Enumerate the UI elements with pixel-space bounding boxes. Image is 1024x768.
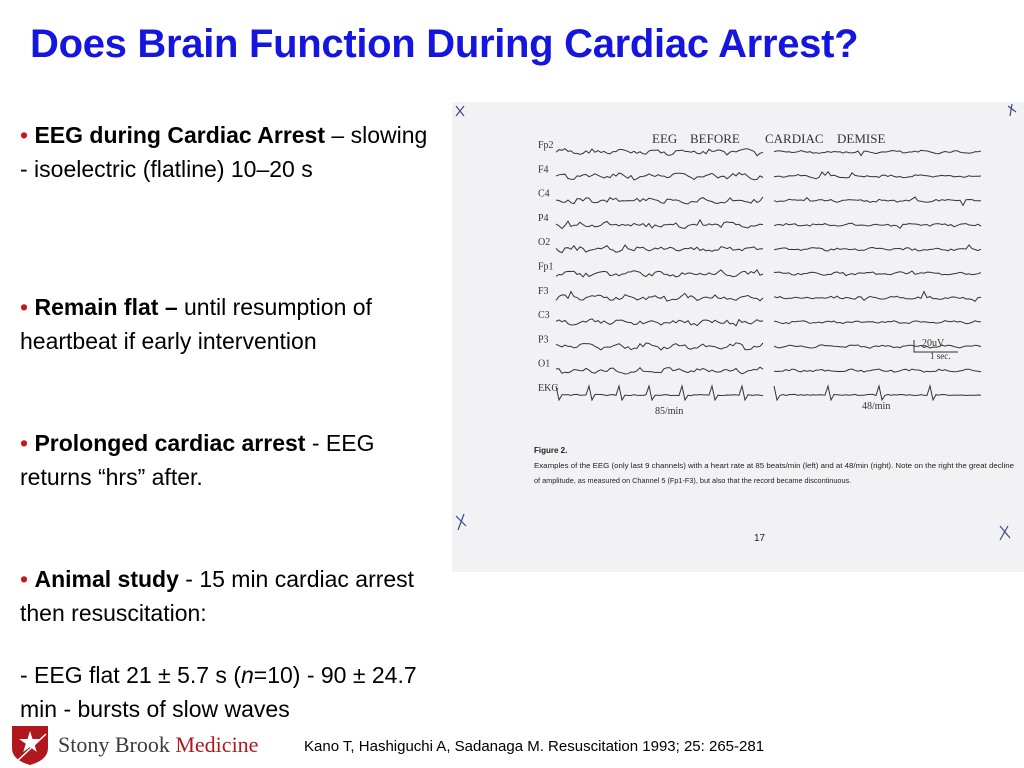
eeg-trace: [774, 197, 981, 205]
eeg-trace: [774, 369, 981, 372]
scale-bar: [914, 338, 958, 361]
eeg-header-word: DEMISE: [837, 131, 886, 146]
eeg-header: [652, 131, 885, 146]
logo-text-part: Stony Brook: [58, 732, 170, 757]
bullet-text: - 15 min cardiac arrest then resuscitation:: [20, 566, 415, 626]
stony-brook-logo: [6, 722, 276, 766]
figure-caption-title: Figure 2.: [534, 446, 568, 455]
bullet-item: [20, 290, 438, 358]
shield-icon: [10, 724, 50, 766]
sub-bullet: [20, 658, 438, 726]
eeg-trace: [556, 197, 763, 204]
channel-label: O1: [538, 358, 551, 370]
channel-label: F3: [538, 285, 549, 297]
eeg-header-word: BEFORE: [690, 131, 740, 146]
channel-label: O2: [538, 237, 551, 249]
bullet-bold: Remain flat –: [34, 294, 178, 320]
eeg-trace: [774, 150, 981, 155]
heart-rate-right: 48/min: [862, 401, 891, 412]
channel-label: Fp1: [538, 261, 554, 273]
logo-text-part: Medicine: [175, 732, 259, 757]
eeg-trace: [556, 292, 763, 302]
channel-label: Fp2: [538, 140, 554, 151]
citation: Kano T, Hashiguchi A, Sadanaga M. Resuscitation 1993; 25: 265-281: [304, 738, 765, 755]
eeg-trace: [774, 321, 981, 324]
bullet-text: - EEG returns “hrs” after.: [20, 430, 375, 490]
bullet-bold: Animal study: [34, 566, 179, 592]
eeg-trace: [774, 271, 981, 276]
corner-mark-icon: [1008, 104, 1016, 116]
bullet-bold: EEG during Cardiac Arrest: [34, 122, 326, 148]
eeg-trace: [556, 149, 763, 156]
sub-bullet-pre: - EEG flat 21 ± 5.7 s (: [20, 662, 241, 688]
bullet-text: – slowing - isoelectric (flatline) 10–20 s: [20, 122, 428, 182]
bullet-text: until resumption of heartbeat if early intervention: [20, 294, 372, 354]
eeg-figure: [452, 102, 1024, 572]
channel-label: F4: [538, 164, 549, 176]
channel-label: P4: [538, 212, 549, 224]
channel-labels: [538, 140, 559, 394]
scale-time: 1 sec.: [930, 351, 951, 361]
bullet-marker: •: [20, 566, 29, 592]
heart-rate-left: 85/min: [655, 406, 684, 417]
eeg-trace: [774, 245, 981, 251]
scale-amplitude: 20uV: [922, 338, 945, 349]
channel-label: C4: [538, 188, 550, 200]
logo-text: [58, 732, 258, 758]
eeg-trace: [556, 367, 763, 374]
eeg-trace: [556, 343, 763, 350]
eeg-trace: [556, 270, 763, 277]
channel-label: P3: [538, 334, 549, 346]
bullet-item: [20, 118, 438, 186]
eeg-trace: [774, 172, 981, 179]
figure-caption-line: of amplitude, as measured on Channel 5 (Fp1-F3), but also that the record became discontinuous.: [534, 476, 852, 485]
bullet-item: [20, 426, 438, 494]
slide-title: Does Brain Function During Cardiac Arrest?: [30, 22, 859, 66]
ekg-trace: [774, 386, 981, 400]
corner-mark-icon: [456, 514, 466, 530]
eeg-trace: [556, 173, 763, 180]
figure-caption-line: Examples of the EEG (only last 9 channels) with a heart rate at 85 beats/min (left) and at 48/min (right). Note on the right the great decline: [534, 461, 1014, 470]
bullet-marker: •: [20, 122, 29, 148]
bullet-item: [20, 562, 438, 630]
eeg-trace: [556, 220, 763, 229]
channel-label: C3: [538, 310, 550, 322]
sub-bullet-post: =10) - 90 ± 24.7 min - bursts of slow waves: [20, 662, 417, 722]
eeg-header-word: CARDIAC: [765, 131, 824, 146]
sub-bullet-italic: n: [240, 662, 254, 688]
bullet-marker: •: [20, 430, 29, 456]
eeg-trace: [774, 292, 981, 302]
eeg-trace: [556, 245, 763, 253]
eeg-header-word: EEG: [652, 131, 678, 146]
eeg-trace: [774, 345, 981, 348]
ekg-trace: [556, 386, 763, 400]
corner-mark-icon: [1000, 526, 1010, 540]
channel-label: EKG: [538, 383, 559, 394]
figure-page-number: 17: [754, 533, 766, 544]
corner-mark-icon: [456, 106, 464, 116]
eeg-trace: [556, 319, 763, 326]
eeg-traces: [556, 149, 981, 400]
bullet-bold: Prolonged cardiac arrest: [34, 430, 306, 456]
eeg-trace: [774, 223, 981, 228]
eeg-figure-svg: [452, 102, 1024, 572]
bullet-marker: •: [20, 294, 29, 320]
